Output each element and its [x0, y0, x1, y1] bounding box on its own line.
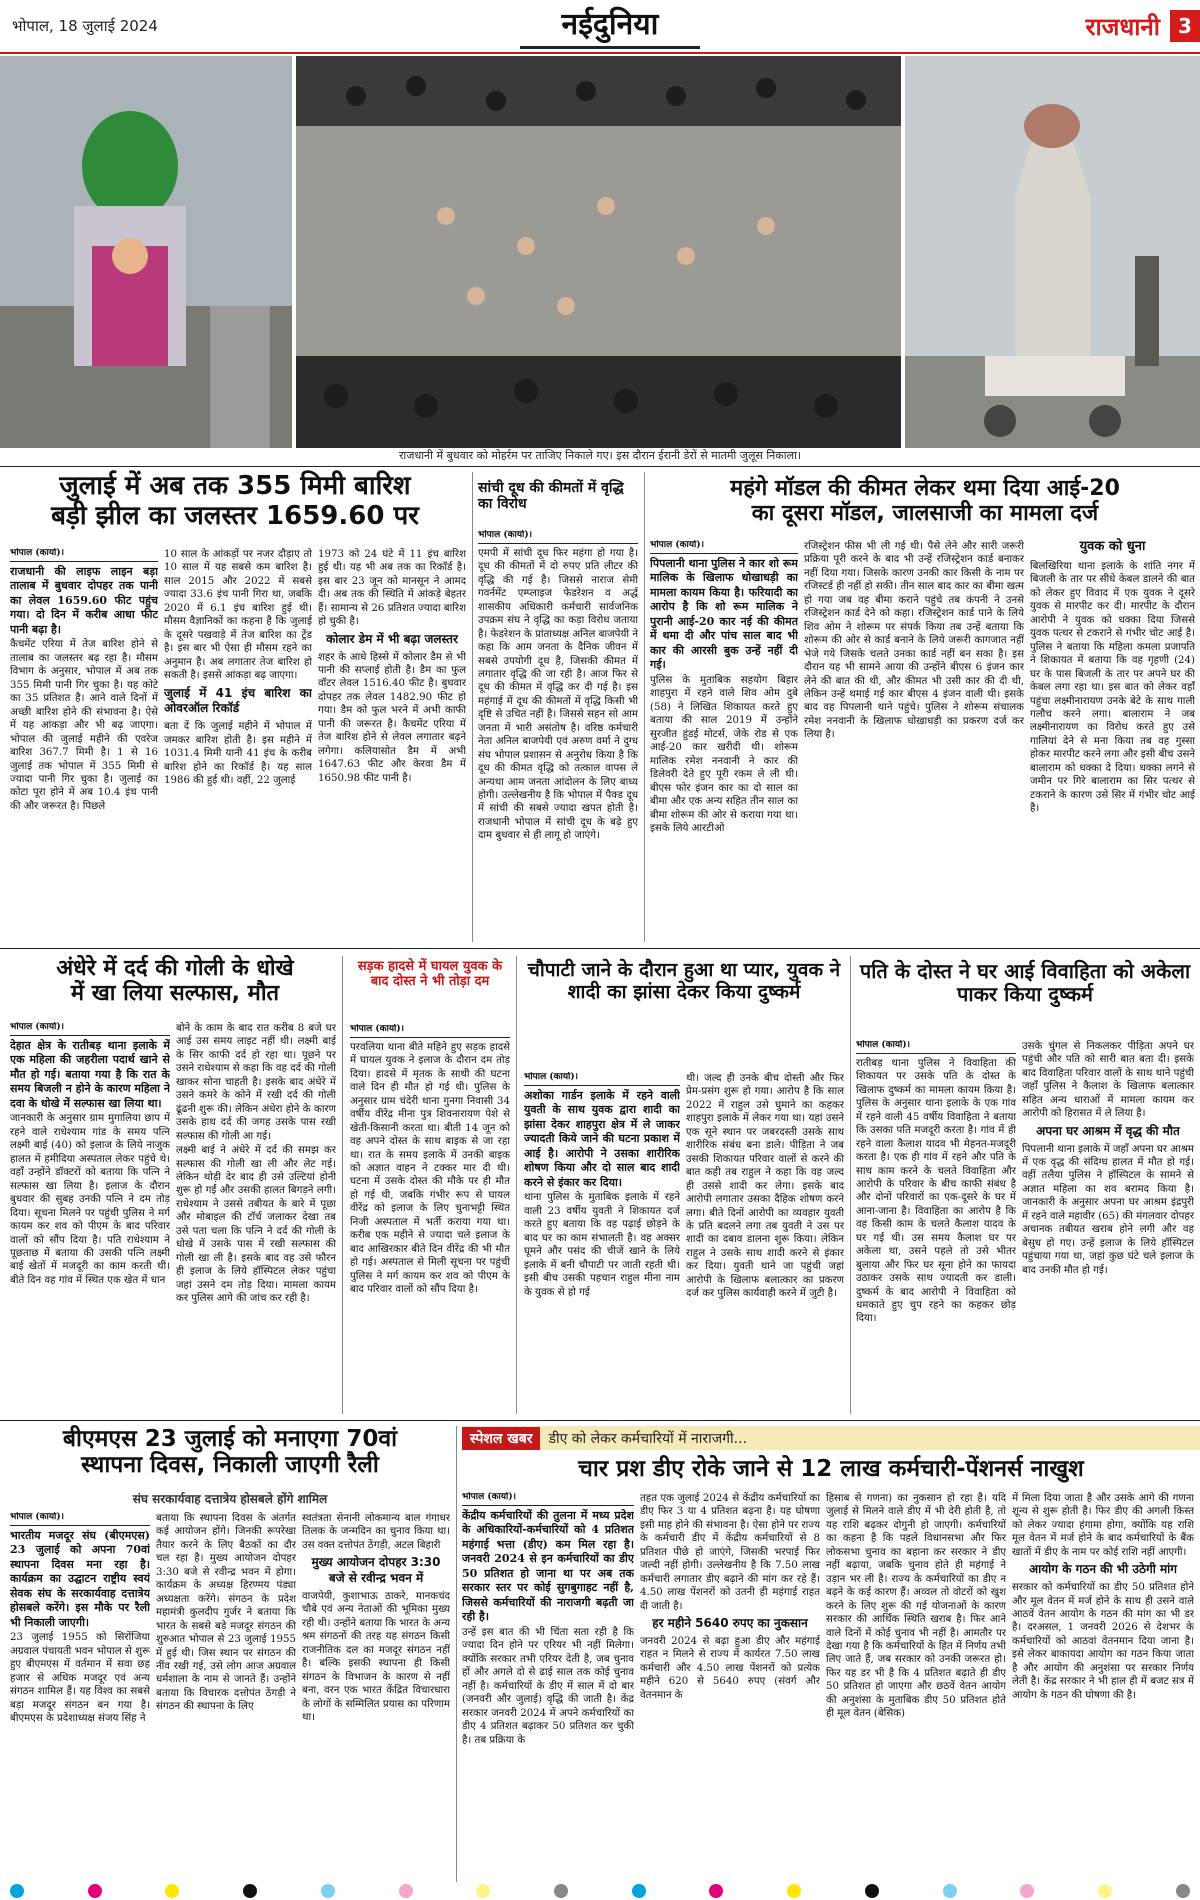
chaupati-column-1 [524, 1072, 680, 1414]
page-number: 3 [1170, 10, 1200, 42]
rain-subhead-2: कोलार डेम में भी बढ़ा जलस्तर [326, 631, 458, 646]
i20-column-1 [650, 540, 798, 942]
rain-column-1 [10, 548, 158, 943]
da-text-3: हिसाब से गणना) का नुकसान हो रहा है। यदि जुलाई से मिलने वाले डीए में भी देरी होती है, तो यह राशि बढ़कर दोगुनी हो जाएगी। कर्मचारियों का कहना है कि पहले विधानसभा और फिर लोकसभा चुनाव का बहाना कर सरकार ने डीए नहीं बढ़ाया, जबकि चुनाव होते ही महंगाई ने उड़ान भर ली है। राज्य के कर्मचारियों का डीए न बढ़ने के कई कारण हैं। अव्वल तो वोटरों को खुश करने के लिए शुरू की गई योजनाओं के कारण सरकार की आर्थिक स्थिति खराब है। फिर आने वाले दिनों में कोई चुनाव भी नहीं है। आमतौर पर देखा गया है कि कर्मचारियों के हित में निर्णय तभी लिए जाते हैं, जब सरकार को उनकी जरूरत हो। फिर यह डर भी है कि 4 प्रतिशत बढ़ाते ही डीए 50 प्रतिशत हो जाएगा और छठवें वेतन आयोग की अनुशंसा के मुताबिक डीए 50 प्रतिशत होते ही मूल वेतन (बेसिक) [826, 1493, 1006, 1720]
poison-column-2 [176, 1022, 336, 1414]
milk-text: एमपी में सांची दूध फिर महंगा हो गया है। दूध की कीमतों में दो रुपए प्रति लीटर की वृद्धि की गई है। जिससे नाराज सेमी गवर्नमेंट एम्प्लाइज फेडरेशन व अर्द्ध शासकीय अधिकारी कर्मचारी सार्वजनिक उपक्रम संघ ने वृद्धि का कड़ा विरोध जताया है। फेडरेशन के प्रांताध्यक्ष अनिल बाजपेयी ने कहा कि आम जनता के दैनिक जीवन में सबसे उपयोगी दूध है, जिसकी कीमत में लगातार वृद्धि की जा रही है। आज फिर से दूध की कीमत में वृद्धि कर दी गई है। इस महंगाई में दूध की कीमतों में वृद्धि किसी भी दृष्टि से उचित नहीं है। जिससे सहन सो आम जनता में भारी असंतोष है। वरिष्ठ कर्मचारी नेता अनिल बाजपेयी एवं अरुण वर्मा ने दुग्ध संघ भोपाल प्रशासन से अनुरोध किया है कि दूध की कीमत वृद्धि को तत्काल वापस ले अन्यथा आम जनता आंदोलन के लिए बाध्य होगी। उल्लेखनीय है कि भोपाल में पैक्ड दूध में सांची की सबसे ज्यादा खपत होती है। राजधानी भोपाल में सांची दूध के बढ़े हुए दाम बुधवार से ही लागू हो जाएंगे। [478, 547, 638, 842]
chaupati-byline: भोपाल (कार्या)। [524, 1072, 680, 1086]
da-text-2b: जनवरी 2024 से बढ़ा हुआ डीए और महंगाई राहत न मिलने से राज्य में कार्यरत 7.50 लाख कर्मचारी और 4.50 लाख पेंशनरों को प्रत्येक महीने 620 से 5640 रुपए (संवर्ग और वेतनमान के [640, 1635, 820, 1701]
friend-text-2b: पिपलानी थाना इलाके में जहाँ अपना घर आश्रम में एक वृद्ध की संदिग्ध हालत में मौत हो गई। वहीं तलैया पुलिस ने हॉस्पिटल के सामने से अज्ञात महिला का शव बरामद किया है। जानकारी के अनुसार अपना घर आश्रम इंद्रपुरी में रहने वाले महावीर (65) की मंगलवार दोपहर अचानक तबीयत खराब होने लगी और वह बेसुध हो गए। उन्हें इलाज के लिये हॉस्पिटल पहुंचाया गया था, जहां कुछ घंटे चले इलाज के बाद उनकी मौत हो गई। [1022, 1143, 1194, 1276]
milk-column [478, 530, 638, 942]
bms-text-3b: वाजपेयी, कुशाभाऊ ठाकरे, मानकचंद चौबे एवं अन्य नेताओं की भूमिका मुख्य रही थी। उन्होंने बताया कि भारत के अन्य श्रम संगठनों की तरह यह संगठन किसी राजनीतिक दल का मजदूर संगठन नहीं है। बल्कि इसकी स्थापना ही किसी संगठन के विभाजन के कारण से नहीं बना, वरन एक भारत केंद्रित विचारधारा के लोगों के सम्मिलित प्रयास का परिणाम था। [302, 1591, 450, 1724]
rain-text-2b: बता दें कि जुलाई महीने में भोपाल में जमकर बारिश होती है। इस महीने में 1031.4 मिमी यानी 41 इंच के करीब बारिश होने का रिकॉर्ड है। यह साल 1986 की हुई थी। वहीं, 22 जुलाई [164, 721, 312, 786]
bms-column-3 [302, 1512, 450, 1882]
rain-lead: राजधानी की लाइफ लाइन बड़ा तालाब में बुधवार दोपहर तक पानी का लेवल 1659.60 फीट पहुंच गया। दो दिन में करीब आधा फीट पानी बढ़ा है। [10, 564, 158, 636]
registration-dot [554, 1884, 568, 1898]
registration-dot [10, 1884, 24, 1898]
accident-text: परवलिया थाना बीते महिने हुए सड़क हादसे में घायल युवक ने इलाज के दौरान दम तोड़ दिया। हादसे में मृतक के साथी की घटना वाले दिन ही मौत हो गई थी। पुलिस के अनुसार ग्राम चंदेरी थाना गुनगा निवासी 34 वर्षीय वीरेंद्र मीना पुत्र शिवनारायण पेशे से खेती-किसानी करता था। बीती 14 जून को वह अपने दोस्त के साथ बाइक से जा रहा था। रात के समय इलाके में उनकी बाइक को अज्ञात वाहन ने टक्कर मार दी थी। घटना में उसके दोस्त की मौके पर ही मौत हो गई थी, जबकि गंभीर रूप से घायल वीरेंद्र को इलाज के लिए चुनाभट्टी स्थित निजी अस्पताल में भर्ती कराया गया था। करीब एक महीने से ज्यादा चले इलाज के बाद आखिरकार बीते दिन वीरेंद्र की भी मौत हो गई। अस्पताल से मिली सूचना पर पहुंची पुलिस ने मर्ग कायम कर शव को पीएम के बाद परिवार वालों को सौंप दिया है। [350, 1041, 510, 1296]
photo-tazia-right [905, 56, 1200, 448]
registration-dot [632, 1884, 646, 1898]
registration-dot [243, 1884, 257, 1898]
poison-column-1 [10, 1022, 170, 1414]
da-lead: केंद्रीय कर्मचारियों की तुलना में मध्य प्रदेश के अधिकारियों-कर्मचारियों को 4 प्रतिशत महंगाई भत्ता (डीए) कम मिल रहा है। जनवरी 2024 से इन कर्मचारियों का डीए 50 प्रतिशत हो जाना था पर अब तक सरकार स्तर पर कोई सुगबुगाहट नहीं है, जिससे कर्मचारियों की नाराजगी बढ़ती जा रही है। [462, 1508, 634, 1624]
newspaper-logo: नईदुनिया [520, 2, 700, 49]
da-text-2: तहत एक जुलाई 2024 से केंद्रीय कर्मचारियों का डीए फिर 3 या 4 प्रतिशत बढ़ना है। यह घोषणा इसी माह होने की संभावना है। ऐसा होने पर राज्य के कर्मचारी डीए में केंद्रीय कर्मचारियों से 8 प्रतिशत पीछे हो जाएंगे, जिसकी भरपाई फिर जल्दी नहीं होगी। उल्लेखनीय है कि 7.50 लाख कर्मचारी लगातार डीए बढ़ाने की मांग कर रहे हैं। 4.50 लाख पेंशनरों को उतनी ही महंगाई राहत दी जाती है। [640, 1493, 820, 1612]
da-text-4b: सरकार को कर्मचारियों का डीए 50 प्रतिशत होने और मूल वेतन में मर्ज होने के साथ ही उसने वाले आठवें वेतन आयोग के गठन की मांग का भी डर है। दरअसल, 1 जनवरी 2026 से देशभर के कर्मचारियों को आठवां वेतनमान दिया जाना है। इसे लेकर बाकायदा आयोग का गठन किया जाता है और आयोग की अनुशंसा पर सरकार निर्णय लेती है। केंद्र सरकार ने भी हाल ही में बजट सत्र में आयोग के गठन की घोषणा की है। [1012, 1582, 1194, 1701]
poison-text-1: जानकारी के अनुसार ग्राम मुगालिया छाप में रहने वाले राधेश्याम गांड के समय पत्नि लक्ष्मी बाई (40) को इलाज के लिये नाजुक हालत में हमीदिया अस्पताल लेकर पहुंचे थे। वहाँ उन्होंने डॉक्टरों को बताया कि पत्नि ने सल्फास खा लिया है। इलाज के दौरान बुधवार की सुबह उनकी पत्नि ने दम तोड़ दिया। सूचना मिलने पर पहुंची पुलिस ने मर्ग कायम कर शव को पीएम के बाद परिवार वालों को सौंप दिया है। पति राधेश्याम ने पूछताछ में बताया की उसकी पत्नि लक्ष्मी बाई खेतों में मजदूरी का काम करती थी। बीते दिन वह गांव में स्थित एक खेत में धान [10, 1113, 170, 1286]
da-column-2 [640, 1492, 820, 1882]
friend-text-2: उसके चुंगल से निकलकर पीड़िता अपने घर पहुंची और पति को सारी बात बता दी। इसके बाद विवाहिता परिवार वालों के साथ थाने पहुंची जहाँ पुलिस ने कैलाश के खिलाफ बलात्कार सहित अन्य धाराओं में मामला कायम कर आरोपी को हिरासत में ले लिया है। [1022, 1041, 1194, 1120]
youth-headline: युवक को धुना [1079, 539, 1146, 554]
rain-subhead-1: जुलाई में 41 इंच बारिश का ओवरऑल रिकॉर्ड [164, 685, 312, 716]
rain-headline-line1: जुलाई में अब तक 355 मिमी बारिश [59, 471, 411, 501]
section-header [1086, 10, 1200, 42]
rain-text-3b: शहर के आधे हिस्से में कोलार डैम से भी पानी की सप्लाई होती है। डैम का फुल वॉटर लेवल 1516.40 फीट है। बुधवार दोपहर तक लेवल 1482.90 फीट हो गया। डैम को फुल भरने में अभी काफी पानी की जरूरत है। कैचमेंट एरिया में तेज बारिश होने से लेवल लगातार बढ़ने लगेगा। कलियासोत डैम में अभी 1647.63 फीट और केरवा डैम में 1650.98 फीट पानी है। [318, 651, 466, 784]
accident-column [350, 1024, 510, 1414]
i20-text-1: पुलिस के मुताबिक सहयोग बिहार शाहपुरा में रहने वाले शिव ओम दुबे (58) ने लिखित शिकायत करते हुए बताया की साल 2019 में उन्होंने सुरजीत हुंडई मोटर्स, जेके रोड से एक आई-20 कार खरीदी थी। शोरूम मालिक रमेश ननवानी ने कार की डिलेवरी देते हुए पूरी रकम ले ली थी। बीएस फोर इंजन कार का दो साल का बीमा और एक अन्य सहित तीन साल का बीमा शोरूम की ओर से कराया गया था। इसके लिये आरटीओ [650, 675, 798, 834]
tazia-right-image [905, 56, 1200, 448]
registration-dot [787, 1884, 801, 1898]
bms-text-3: स्वतंत्रता सेनानी लोकमान्य बाल गंगाधर तिलक के जन्मदिन का चुनाव किया था। उस वक्त दत्तोपंत ठेंगड़ी, अटल बिहारी [302, 1513, 450, 1551]
i20-byline: भोपाल (कार्या)। [650, 540, 798, 554]
da-text-4: में मिला दिया जाता है और उसके आगे की गणना शून्य से शुरू होती है। फिर डीए की अगली किस्त को लेकर ज्यादा हंगामा होगा, क्योंकि यह राशि मूल वेतन में मर्ज होने के बाद कर्मचारियों के बैंक खातों में डीए के नाम पर कोई राशि नहीं आएगी। [1012, 1493, 1194, 1558]
i20-text-2: रजिस्ट्रेशन फीस भी ली गई थी। पैसे लेने और सारी जरूरी प्रक्रिया पूरी करने के बाद भी उन्हें रजिस्ट्रेशन कार्ड बनाकर नहीं दिया गया। जिसके कारण उनकी कार किसी के नाम पर रजिस्टर्ड ही नहीं हो सकी। तीन साल बाद कार का बीमा खत्म हो गया जब वह बीमा कराने पहुंचे तब कंपनी ने उनसे रजिस्ट्रेशन कार्ड देने को कहा। रजिस्ट्रेशन कार्ड पाने के लिये शिव ओम ने शोरूम पर संपर्क किया तब उन्हें बताया कि शोरूम की ओर से कार्ड बनाने के लिये जरूरी कागजात नहीं भेजे गये जिसके चलते उनका कार्ड नहीं बन सका है। इस दौरान यह भी सामने आया की उन्होंने बीएस 6 इंजन कार लेने की बात की थी, और कीमत भी उसी कार की दी थी, लेकिन उन्हें थमाई गई कार बीएस 4 इंजन वाली थी। इसके बाद वह पिपलानी थाने पहुंचे। पुलिस ने शोरूम संचालक रमेश ननवानी के खिलाफ धोखाधड़ी का प्रकरण दर्ज कर लिया है। [804, 541, 1024, 741]
da-subhead: हर महीने 5640 रुपए का नुकसान [652, 1616, 808, 1631]
da-column-3 [826, 1492, 1006, 1882]
friend-byline: भोपाल (कार्या)। [856, 1040, 1016, 1054]
chaupati-text-1: थाना पुलिस के मुताबिक इलाके में रहने वाली 23 वर्षीय युवती ने शिकायत दर्ज करते हुए बताया कि वह पढ़ाई छोड़ने के बाद घर का काम संभालती है। वह अक्सर घूमने और पसंद की चीजें खाने के लिये इलाके में बनी चौपाटी पर जाती रहती थी। इसी बीच उसकी पहचान राहुल मीना नाम के युवक से हो गई [524, 1192, 680, 1298]
bms-text-1: 23 जुलाई 1955 को सिरोंजिया अग्रवाल पंचायती भवन भोपाल से शुरू हुए बीएमएस में वर्तमान में सवा छह हजार से अधिक मजदूर एवं अन्य संगठन शामिल हैं। यह विश्व का सबसे बड़ा मजदूर संगठन बन गया है। बीएमएस के प्रदेशाध्यक्ष संजय सिंह ने [10, 1632, 150, 1725]
da-column-4 [1012, 1492, 1194, 1882]
milk-headline: सांची दूध की कीमतों में वृद्धि का विरोध [478, 480, 624, 513]
bms-column-2 [156, 1512, 296, 1882]
i20-headline-line1: महंगे मॉडल की कीमत लेकर थमा दिया आई-20 [730, 476, 1120, 501]
chaupati-headline: चौपाटी जाने के दौरान हुआ था प्यार, युवक ने शादी का झांसा देकर किया दुष्कर्म [527, 959, 841, 1003]
poison-headline-line1: अंधेरे में दर्द की गोली के धोखे [56, 956, 294, 981]
bms-subhead-2: मुख्य आयोजन दोपहर 3:30 बजे से रवीन्द्र भवन में [311, 1555, 441, 1586]
poison-text-2b: लक्ष्मी बाई ने अंधेरे में दर्द की समझ कर सल्फास की गोली खा ली और लेट गई। लेकिन थोड़ी देर बाद ही उसे उल्टियां होनी शुरू हो गईं और उसकी हालत बिगड़ने लगी। राधेश्याम ने उससे तबीयत के बारे में पूछा और मोबाइल की टॉर्च जलाकर देखा तब उसे पता चला कि पत्नि ने दर्द की गोली के धोखे में उसके पास में रखी सल्फास की गोली खा ली है। इसके बाद वह उसे फौरन ही इलाज के लिये हॉस्पिटल लेकर पहुंचा जहां उसने दम तोड़ दिया। मामला कायम कर पुलिस आगे की जांच कर रही है। [176, 1145, 336, 1305]
rain-column-3 [318, 548, 466, 943]
poison-headline-line2: में खा लिया सल्फास, मौत [70, 981, 280, 1007]
bms-headline-line2: स्थापना दिवस, निकाली जाएगी रैली [81, 1452, 379, 1479]
friend-subhead: अपना घर आश्रम में वृद्ध की मौत [1036, 1123, 1180, 1138]
divider [0, 1420, 1200, 1421]
masthead [0, 0, 1200, 54]
i20-headline [650, 476, 1200, 527]
friend-column-1 [856, 1040, 1016, 1414]
rain-headline-line2: बड़ी झील का जलस्तर 1659.60 पर [51, 500, 419, 531]
registration-dot [476, 1884, 490, 1898]
divider [850, 956, 851, 1414]
registration-dot [399, 1884, 413, 1898]
poison-text-2: बोने के काम के बाद रात करीब 8 बजे घर आई उस समय लाइट नहीं थी। लक्ष्मी बाई के सिर काफी दर्द हो रहा था। पूछने पर उसने राधेश्याम से कहा कि वह दर्द की गोली खाकर सोना चाहती है। इसके बाद अंधेरे में उसने कमरे के कोने में रखी दर्द की गोली ढूंढनी शुरू की। लेकिन अंधेरा होने के कारण उसके हाथ दर्द की जगह उसके पास रखी सल्फास की गोली आ गई। [176, 1023, 336, 1142]
youth-column [1030, 560, 1195, 942]
bms-byline: भोपाल (कार्या)। [10, 1512, 150, 1526]
print-color-bar [10, 1884, 1190, 1898]
divider [516, 956, 517, 1414]
rain-headline [10, 472, 460, 532]
bms-lead: भारतीय मजदूर संघ (बीएमएस) 23 जुलाई को अपना 70वां स्थापना दिवस मना रहा है। कार्यक्रम का उद्घाटन राष्ट्रीय स्वयं सेवक संघ के सरकार्यवाह दत्तात्रेय होसबले करेंगे। इस मौके पर रैली भी निकाली जाएगी। [10, 1528, 150, 1629]
rain-text-1: कैचमेंट एरिया में तेज बारिश होने से तालाब का जलस्तर बढ़ रहा है। मौसम विभाग के अनुसार, भोपाल में अब तक 355 मिमी पानी गिर चुका है। यह कोटे का 35 प्रतिशत है। आने वाले दिनों में अच्छी बारिश होने की संभावना है। ऐसे में यह आंकड़ा और भी बढ़ जाएगा। भोपाल की जुलाई महीने की एवरेज बारिश 367.7 मिमी है। 1 से 16 जुलाई तक भोपाल में 355 मिमी से ज्यादा पानी गिर चुका है। जुलाई का कोटा पूरा होने में अब 10.4 इंच पानी की और जरूरत है। पिछले [10, 639, 158, 812]
poison-headline [10, 956, 340, 1007]
youth-text: बिलखिरिया थाना इलाके के शांति नगर में बिजली के तार पर सीधे केबल डालने की बात को लेकर हुए विवाद में एक युवक ने दूसरे युवक से मारपीट कर दी। मारपीट के दौरान आरोपी ने युवक को धक्का दिया जिससे युवक पत्थर से टकराने से गंभीर चोट आई है। पुलिस ने बताया कि महिला कमला प्रजापति ने शिकायत में बताया कि वह गृहणी (24) घर के पास बिजली के तार पर अपने घर की केबल लगा रहा था। इस बात को लेकर वहाँ पहुंचा लक्ष्मीनारायण उनके बेटे के साथ गाली गलौच करने लगा। बालाराम ने जब लक्ष्मीनारायण का विरोध करते हुए उसे गालियां देने से मना किया तब वह गुस्सा होकर मारपीट करने लगा और इसी बीच उसने बालाराम को धक्का दे दिया। धक्का लगने से जमीन पर गिरे बालाराम का सिर पत्थर से टकराने के कारण उसे सिर में गंभीर चोट आई है। [1030, 561, 1195, 815]
rain-byline: भोपाल (कार्या)। [10, 548, 158, 562]
special-tag: स्पेशल खबर [462, 1427, 540, 1450]
registration-dot [1098, 1884, 1112, 1898]
i20-lead: पिपलानी थाना पुलिस ने कार शो रूम मालिक के खिलाफ धोखाधड़ी का मामला कायम किया है। फरियादी का आरोप है कि शो रूम मालिक ने पुरानी आई-20 कार नई की कीमत में थमा दी और पांच साल बाद भी कार की आरसी बुक उन्हें नहीं दी गई। [650, 556, 798, 672]
da-byline: भोपाल (कार्या)। [462, 1492, 634, 1506]
registration-dot [321, 1884, 335, 1898]
milk-byline: भोपाल (कार्या)। [478, 530, 638, 544]
bms-text-2: बताया कि स्थापना दिवस के अंतर्गत कई आयोजन होंगे। जिनकी रूपरेखा तैयार करने के लिए बैठकों का दौर चल रहा है। मुख्य आयोजन दोपहर 3:30 बजे से रवीन्द्र भवन में होगा। कार्यक्रम के अध्यक्ष हिरण्मय पंड्या अध्यक्षता करेंगे। संगठन के प्रदेश महामंत्री कुलदीप गुर्जर ने बताया कि भारत के सबसे बड़े मजदूर संगठन की शुरुआत भोपाल से 23 जुलाई 1955 में हुई थी। जिस स्थान पर संगठन की नींव रखी गई, उसे लोग आज अग्रवाल धर्मशाला के नाम से जानते हैं। उन्होंने बताया कि विचारक दत्तोपंत ठेंगड़ी ने संगठन की स्थापना के लिए [156, 1513, 296, 1713]
da-headline: चार प्रश डीए रोके जाने से 12 लाख कर्मचारी-पेंशनर्स नाखुश [578, 1456, 1084, 1482]
registration-dot [709, 1884, 723, 1898]
photo-procession-center [296, 56, 901, 448]
divider [472, 472, 473, 942]
bms-headline [10, 1426, 450, 1479]
registration-dot [1176, 1884, 1190, 1898]
chaupati-lead: अशोका गार्डन इलाके में रहने वाली युवती के साथ युवक द्वारा शादी का झांसा देकर शाहपुरा क्षेत्र में ले जाकर ज्यादती किये जाने की घटना प्रकाश में आई है। आरोपी ने उसका शारीरिक शोषण किया और दो साल बाद शादी करने से इंकार कर दिया। [524, 1088, 680, 1189]
rain-column-2 [164, 548, 312, 943]
da-subhead-2: आयोग के गठन की भी उठेगी मांग [1028, 1562, 1178, 1577]
divider [644, 472, 645, 942]
registration-dot [865, 1884, 879, 1898]
bms-column-1 [10, 1512, 150, 1882]
accident-byline: भोपाल (कार्या)। [350, 1024, 510, 1038]
friend-headline: पति के दोस्त ने घर आई विवाहिता को अकेला पाकर किया दुष्कर्म [859, 959, 1191, 1006]
registration-dot [1020, 1884, 1034, 1898]
accident-headline: सड़क हादसे में घायल युवक के बाद दोस्त ने भी तोड़ा दम [357, 959, 503, 989]
poison-lead: देहात क्षेत्र के रातीबड़ थाना इलाके में एक महिला की जहरीला पदार्थ खाने से मौत हो गई। बताया गया है कि रात के समय बिजली न होने के कारण महिला ने दवा के धोखे में सल्फास खा लिया था। [10, 1038, 170, 1110]
tazia-left-image [0, 56, 292, 448]
divider [0, 948, 1200, 949]
i20-column-2 [804, 540, 1024, 942]
divider [456, 1426, 457, 1882]
bms-subhead: संघ सरकार्यवाह दत्तात्रेय होसबले होंगे शामिल [132, 1492, 328, 1506]
special-strip [462, 1426, 1200, 1450]
divider [0, 466, 1200, 467]
bms-headline-line1: बीएमएस 23 जुलाई को मनाएगा 70वां [62, 1426, 398, 1452]
i20-headline-line2: का दूसरा मॉडल, जालसाजी का मामला दर्ज [751, 501, 1099, 527]
friend-text-1: रातीबड़ थाना पुलिस ने विवाहिता की शिकायत पर उसके पति के दोस्त के खिलाफ दुष्कर्म का मामला कायम किया है। पुलिस के अनुसार थाना इलाके के एक गांव में रहने वाली 45 वर्षीय विवाहिता ने बताया कि उसका पति मजदूरी करता है। गांव में ही रहने वाला कैलाश यादव भी मेहनत-मजदूरी करता है। एक ही गांव में रहने और पति के साथ काम करने के चलते विवाहिता और आरोपी के परिवार के बीच काफी संबंध है और दोनों परिवारों का एक-दूसरे के घर में आना-जाना है। विवाहिता का आरोप है कि वह किसी काम के चलते कैलाश यादव के घर गई थी। उस समय कैलाश घर पर अकेला था, उसने पहले तो उसे भीतर बुलाया और फिर घर सूना होने का फायदा उठाकर उसके साथ ज्यादती कर डाली। दुष्कर्म के बाद आरोपी ने विवाहिता को धमकाते हुए चुप रहने का कहकर छोड़ दिया। [856, 1057, 1016, 1325]
procession-image [296, 56, 901, 448]
photo-tazia-left [0, 56, 292, 448]
da-column-1 [462, 1492, 634, 1882]
photo-caption: राजधानी में बुधवार को मोहर्रम पर ताजिए निकाले गए। इस दौरान ईरानी डेरों से मातमी जुलूस निकाला। [398, 449, 802, 462]
registration-dot [943, 1884, 957, 1898]
chaupati-text-2: थी। जल्द ही उनके बीच दोस्ती और फिर प्रेम-प्रसंग शुरू हो गया। आरोप है कि साल 2022 में राहुल उसे घुमाने का कहकर शाहपुरा इलाके में लेकर गया था। यहां उसने एक सूने स्थान पर जबरदस्ती उसके साथ शारीरिक संबंध बना डाले। पीड़िता ने जब उसकी शिकायत परिवार वालों से करने की बात कही तब राहुल ने कहा कि वह जल्द ही उससे शादी कर लेगा। इसके बाद आरोपी लगातार उसका दैहिक शोषण करने लगा। बीते दिनों आरोपी का व्यवहार युवती के प्रति बदलने लगा तब युवती ने उस पर शादी का दबाव डालना शुरू किया। लेकिन राहुल ने उसके साथ शादी करने से इंकार कर दिया। युवती थाने जा पहुंची जहां आरोपी के खिलाफ बलात्कार का प्रकरण दर्ज कर पुलिस कार्यवाही करने में जुटी है। [686, 1073, 844, 1300]
special-title: डीए को लेकर कर्मचारियों में नाराजगी... [548, 1430, 748, 1447]
da-text-1: उन्हें इस बात की भी चिंता सता रही है कि ज्यादा दिन होने पर एरियर भी नहीं मिलेगा। क्योंकि सरकार तभी एरियर देती है, जब चुनाव हों और अगले दो से ढाई साल तक कोई चुनाव नहीं है। कर्मचारियों के डीए में साल में दो बार (जनवरी और जुलाई) वृद्धि की जाती है। केंद्र सरकार जनवरी 2024 में अपने कर्मचारियों का डीए 4 प्रतिशत बढ़ाकर 50 प्रतिशत कर चुकी है। तब प्रक्रिया के [462, 1627, 634, 1746]
registration-dot [88, 1884, 102, 1898]
date-line: भोपाल, 18 जुलाई 2024 [12, 17, 158, 35]
registration-dot [165, 1884, 179, 1898]
friend-column-2 [1022, 1040, 1194, 1414]
chaupati-column-2 [686, 1072, 844, 1414]
poison-byline: भोपाल (कार्या)। [10, 1022, 170, 1036]
section-name: राजधानी [1085, 12, 1160, 41]
rain-text-2: 10 साल के आंकड़ों पर नजर दौड़ाए तो 10 साल में यह सबसे कम बारिश है। साल 2015 और 2022 में सबसे ज्यादा 33.6 इंच पानी गिरा था, जबकि 2020 में 6.1 इंच बारिश हुई थी। मौसम वैज्ञानिकों का कहना है कि जुलाई के दूसरे पखवाड़े में तेज बारिश का ट्रेंड है। इस बार भी ऐसा ही मौसम रहने का अनुमान है। अब लगातार तेज बारिश हो सकती है। इससे आंकड़ा बढ़ जाएगा। [164, 549, 312, 682]
divider [342, 956, 343, 1414]
rain-text-3: 1973 को 24 घंटे में 11 इंच बारिश हुई थी। यह भी अब तक का रिकॉर्ड है। इस बार 23 जून को मानसून ने आमद दी। अब तक की स्थिति में आंकड़े बेहतर हैं। सामान्य से 26 प्रतिशत ज्यादा बारिश हो चुकी है। [318, 549, 466, 628]
